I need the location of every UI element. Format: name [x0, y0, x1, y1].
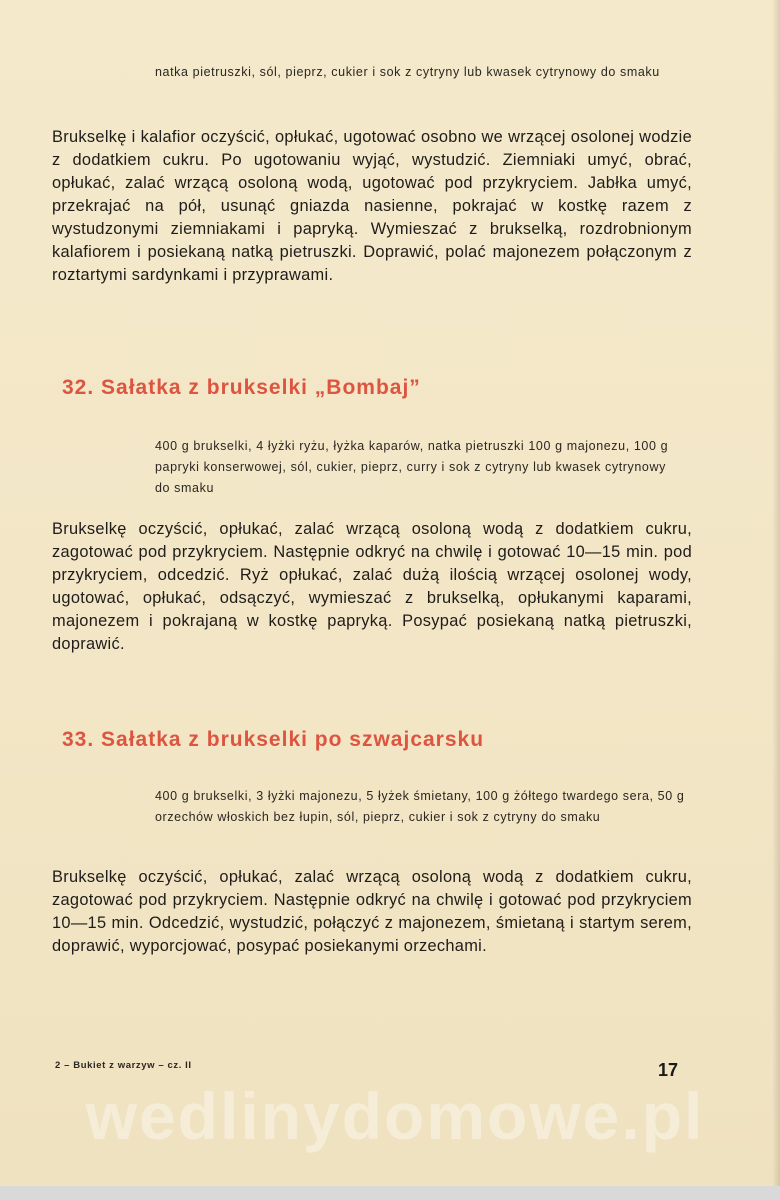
- printer-signature: 2 – Bukiet z warzyw – cz. II: [55, 1060, 192, 1071]
- recipe-32-title: 32. Sałatka z brukselki „Bombaj”: [62, 376, 421, 399]
- page-number: 17: [658, 1060, 679, 1080]
- scan-bottom-border: [0, 1186, 780, 1200]
- intro-instructions: Brukselkę i kalafior oczyścić, opłukać, ugotować osobno we wrzącej osolonej wodzie z dodatkiem cukru. Po ugotowaniu wyjąć, wystudzić. Ziemniaki umyć, obrać, opłukać, zalać wrzącą osoloną wodą, ugotować pod przykryciem. Jabłka umyć, przekrajać na pół, usunąć gniazda nasienne, pokrajać w kostkę razem z wystudzonymi ziemniakami i papryką. Wymieszać z brukselką, rozdrobnionym kalafiorem i posiekaną natką pietruszki. Doprawić, polać majonezem połączonym z roztartymi sardynkami i przyprawami.: [52, 128, 692, 284]
- recipe-32-ingredients: 400 g brukselki, 4 łyżki ryżu, łyżka kaparów, natka pietruszki 100 g majonezu, 100 g papryki konserwowej, sól, cukier, pieprz, curry i sok z cytryny lub kwasek cytrynowy do smaku: [155, 439, 669, 495]
- recipe-32-instructions: Brukselkę oczyścić, opłukać, zalać wrzącą osoloną wodą z dodatkiem cukru, zagotować pod przykryciem. Następnie odkryć na chwilę i gotować 10—15 min. pod przykryciem, odcedzić. Ryż opłukać, zalać dużą ilością wrzącej osolonej wody, ugotować, opłukać, odsączyć, wymieszać z brukselką, opłukanymi kaparami, majonezem i pokrajaną w kostkę papryką. Posypać posiekaną natką pietruszki, doprawić.: [52, 520, 692, 653]
- page-edge-shadow: [772, 0, 780, 1200]
- watermark: wedlinydomowe.pl: [85, 1079, 705, 1153]
- recipe-33-ingredients: 400 g brukselki, 3 łyżki majonezu, 5 łyżek śmietany, 100 g żółtego twardego sera, 50 g orzechów włoskich bez łupin, sól, pieprz, cukier i sok z cytryny do smaku: [155, 789, 685, 824]
- intro-ingredients: natka pietruszki, sól, pieprz, cukier i sok z cytryny lub kwasek cytrynowy do smaku: [155, 65, 660, 79]
- recipe-33-instructions: Brukselkę oczyścić, opłukać, zalać wrzącą osoloną wodą z dodatkiem cukru, zagotować pod przykryciem. Następnie odkryć na chwilę i gotować pod przykryciem 10—15 min. Odcedzić, wystudzić, połączyć z majonezem, śmietaną i startym serem, doprawić, wyporcjować, posypać posiekanymi orzechami.: [52, 868, 692, 955]
- recipe-33-title: 33. Sałatka z brukselki po szwajcarsku: [62, 728, 485, 751]
